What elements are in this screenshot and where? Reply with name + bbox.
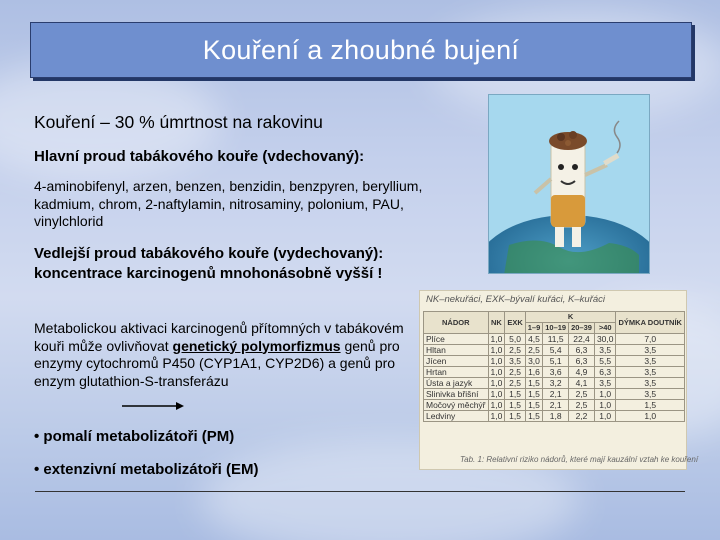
risk-value-cell: 4,9 [569, 367, 595, 378]
relative-risk-table [423, 311, 685, 422]
col-header: 10–19 [543, 323, 569, 334]
risk-value-cell: 1,0 [488, 378, 505, 389]
table-row [424, 334, 685, 345]
risk-value-cell: 2,5 [525, 345, 543, 356]
tumor-name-cell: Močový měchýř [424, 400, 489, 411]
risk-value-cell: 22,4 [569, 334, 595, 345]
risk-value-cell: 1,0 [616, 411, 685, 422]
risk-value-cell: 3,5 [505, 356, 525, 367]
risk-value-cell: 2,5 [505, 378, 525, 389]
risk-value-cell: 1,5 [505, 411, 525, 422]
metab-underlined-term: genetický polymorfizmus [172, 337, 341, 354]
arrow-icon [122, 400, 184, 412]
risk-value-cell: 5,0 [505, 334, 525, 345]
risk-value-cell: 1,5 [505, 400, 525, 411]
bullet-extensive-metabolizers: • extenzivní metabolizátoři (EM) [34, 461, 259, 478]
tumor-name-cell: Hltan [424, 345, 489, 356]
risk-value-cell: 1,5 [616, 400, 685, 411]
risk-value-cell: 6,3 [594, 367, 616, 378]
risk-value-cell: 1,5 [525, 411, 543, 422]
metabolic-activation-text [34, 320, 424, 390]
risk-value-cell: 1,8 [543, 411, 569, 422]
col-header: 1–9 [525, 323, 543, 334]
title-banner [30, 22, 692, 78]
risk-value-cell: 2,5 [569, 400, 595, 411]
risk-value-cell: 11,5 [543, 334, 569, 345]
col-header-smokers: K [525, 312, 616, 323]
sidestream-heading: Vedlejší proud tabákového kouře (vydechovaný): koncentrace karcinogenů mnohonásobně vyšší ! [34, 245, 384, 282]
risk-value-cell: 3,5 [616, 389, 685, 400]
metab-text-2: genů pro enzymy cytochromů P450 (CYP1A1, CYP2D6) a genů pro enzym glutathion-S-transferázu [34, 337, 400, 389]
risk-value-cell: 7,0 [616, 334, 685, 345]
tumor-name-cell: Hrtan [424, 367, 489, 378]
risk-value-cell: 1,0 [488, 400, 505, 411]
mainstream-heading: Hlavní proud tabákového kouře (vdechovaný): [34, 148, 365, 165]
col-header: DÝMKA DOUTNÍK [616, 312, 685, 334]
cigarette-illustration [488, 94, 650, 274]
risk-value-cell: 3,5 [594, 345, 616, 356]
risk-value-cell: 5,1 [543, 356, 569, 367]
risk-value-cell: 1,5 [505, 389, 525, 400]
table-row [424, 400, 685, 411]
risk-value-cell: 5,4 [543, 345, 569, 356]
risk-value-cell: 2,2 [569, 411, 595, 422]
col-header: >40 [594, 323, 616, 334]
mainstream-carcinogens: 4-aminobifenyl, arzen, benzen, benzidin, benzpyren, beryllium, kadmium, chrom, 2-naftylamin, nitrosaminy, polonium, PAU, vinylchlorid [34, 178, 423, 229]
risk-value-cell: 3,2 [543, 378, 569, 389]
table-row [424, 345, 685, 356]
risk-value-cell: 1,0 [594, 389, 616, 400]
risk-value-cell: 2,1 [543, 400, 569, 411]
col-header: 20–39 [569, 323, 595, 334]
risk-value-cell: 3,0 [525, 356, 543, 367]
table-row [424, 389, 685, 400]
risk-value-cell: 2,5 [505, 345, 525, 356]
risk-value-cell: 1,6 [525, 367, 543, 378]
risk-value-cell: 4,5 [525, 334, 543, 345]
tumor-name-cell: Ústa a jazyk [424, 378, 489, 389]
risk-value-cell: 1,5 [525, 400, 543, 411]
risk-value-cell: 3,5 [616, 356, 685, 367]
risk-value-cell: 3,5 [616, 378, 685, 389]
table-row [424, 356, 685, 367]
page-title: Kouření a zhoubné bujení [202, 34, 520, 65]
tumor-name-cell: Jícen [424, 356, 489, 367]
divider-line [35, 491, 685, 492]
risk-value-cell: 30,0 [594, 334, 616, 345]
risk-value-cell: 1,5 [525, 389, 543, 400]
risk-value-cell: 1,5 [525, 378, 543, 389]
bullet-slow-metabolizers: • pomalí metabolizátoři (PM) [34, 428, 235, 445]
table-header-row [424, 312, 685, 323]
risk-value-cell: 3,5 [616, 367, 685, 378]
risk-value-cell: 1,0 [594, 411, 616, 422]
risk-value-cell: 2,5 [569, 389, 595, 400]
risk-value-cell: 4,1 [569, 378, 595, 389]
cancer-risk-table-image [419, 290, 699, 470]
risk-value-cell: 1,0 [594, 400, 616, 411]
risk-value-cell: 1,0 [488, 356, 505, 367]
risk-value-cell: 1,0 [488, 411, 505, 422]
risk-value-cell: 3,6 [543, 367, 569, 378]
risk-value-cell: 1,0 [488, 334, 505, 345]
risk-value-cell: 6,3 [569, 345, 595, 356]
metab-text-1: Metabolickou aktivaci karcinogenů přítomných v tabákovém kouři může ovlivňovat [34, 320, 404, 354]
tumor-name-cell: Slinivka břišní [424, 389, 489, 400]
table-row [424, 367, 685, 378]
risk-value-cell: 1,0 [488, 389, 505, 400]
risk-value-cell: 2,5 [505, 367, 525, 378]
table-caption: Tab. 1: Relativní riziko nádorů, které mají kauzální vztah ke kouření [460, 455, 699, 464]
mortality-heading: Kouření – 30 % úmrtnost na rakovinu [34, 112, 323, 132]
risk-value-cell: 1,0 [488, 367, 505, 378]
risk-value-cell: 2,1 [543, 389, 569, 400]
risk-value-cell: 3,5 [594, 378, 616, 389]
table-row [424, 411, 685, 422]
col-header: NÁDOR [424, 312, 489, 334]
risk-value-cell: 6,3 [569, 356, 595, 367]
table-row [424, 378, 685, 389]
table-legend: NK–nekuřáci, EXK–bývalí kuřáci, K–kuřáci [426, 294, 605, 305]
risk-value-cell: 5,5 [594, 356, 616, 367]
tumor-name-cell: Ledviny [424, 411, 489, 422]
risk-value-cell: 3,5 [616, 345, 685, 356]
col-header: EXK [505, 312, 525, 334]
col-header: NK [488, 312, 505, 334]
risk-value-cell: 1,0 [488, 345, 505, 356]
tumor-name-cell: Plíce [424, 334, 489, 345]
